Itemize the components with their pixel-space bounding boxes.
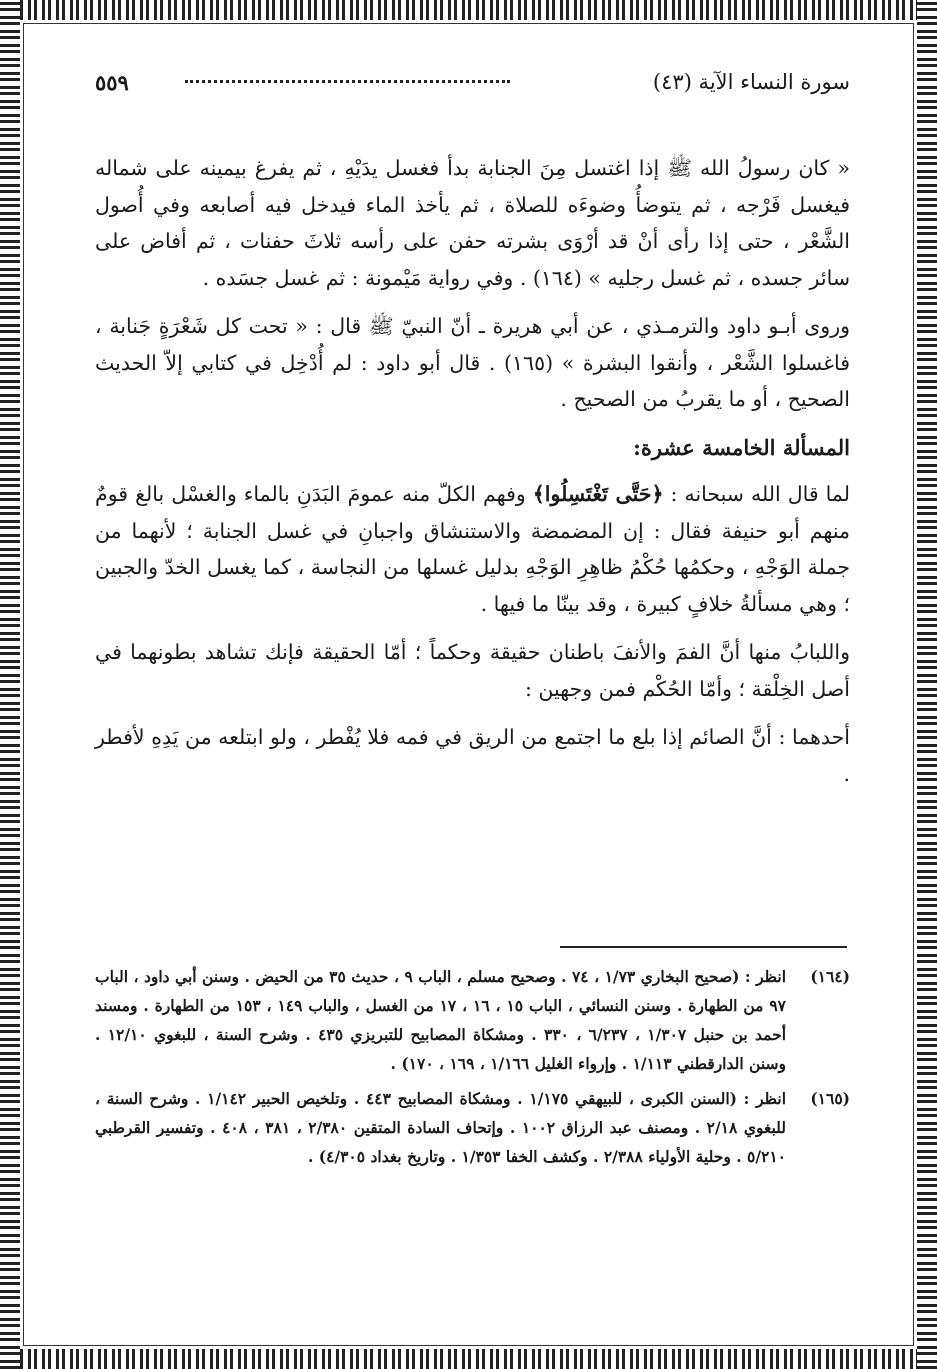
paragraph-hadith-ghusl: « كان رسولُ الله ﷺ إذا اغتسل مِنَ الجنابة بدأ فغسل يدَيْهِ ، ثم يفرغ بيمينه على شماله فيغسل فَرْجه ، ثم يتوضأُ وضوءَه للصلاة ، ثم يأخذ الماء فيدخل فيه أصابعه وفي أُصول الشَّعْر ، حتى إذا رأى أنْ قد أرْوَى بشرته حفن على رأسه ثلاثَ حفنات ، ثم أفاض على سائر جسده ، ثم غسل رجليه » (١٦٤) . وفي رواية مَيْمونة : ثم غسل جسَده . bbox=[95, 156, 850, 290]
footnote-164 bbox=[95, 962, 850, 1078]
quran-verse: ﴿حَتَّى تَغْتَسِلُوا﴾ bbox=[532, 482, 664, 506]
paragraph-lubab: واللبابُ منها أنَّ الفمَ والأنفَ باطنان حقيقة وحكماً ؛ أمّا الحقيقة فإنك تشاهد بطونهما في أصل الخِلْقة ؛ وأمّا الحُكْم فمن وجهين : bbox=[95, 640, 850, 701]
paragraph-madmada-start: لما قال الله سبحانه : bbox=[663, 482, 851, 506]
paragraph-abu-dawud: وروى أبـو داود والترمـذي ، عن أبي هريرة ـ أنّ النبيّ ﷺ قال : « تحت كل شَعْرَةٍ جَنابة ، فاغسلوا الشَّعْر ، وأنقوا البشرة » (١٦٥) . قال أبو داود : لم أُدْخِل في كتابي إلاّ الحديث الصحيح ، أو ما يقربُ من الصحيح . bbox=[95, 314, 850, 411]
paragraph-madmada-rest: وفهم الكلّ منه عمومَ البَدَنِ بالماء والغسْل بالغ قومٌ منهم أبو حنيفة فقال : إن المضمضة والاستنشاق واجبانِ في غسل الجنابة ؛ لأنهما من جملة الوَجْهِ ، وحكمُها حُكْمُ ظاهِرِ الوَجْهِ بدليل غسلها من النجاسة ، كما يغسل الخدّ والجبين ؛ وهي مسألةُ خلافٍ كبيرة ، وقد بينّا ما فيها . bbox=[95, 482, 850, 616]
footnote-text: انظر : (صحيح البخاري ١/٧٣ ، ٧٤ . وصحيح مسلم ، الباب ٩ ، حديث ٣٥ من الحيض . وسنن أبي داود ، الباب ٩٧ من الطهارة . وسنن النسائي ، الباب ١٥ ، ١٦ ، ١٧ من الغسل ، والباب ١٤٩ ، ١٥٣ من الطهارة . ومسند أحمد بن حنبل ١/٣٠٧ ، ٦/٢٣٧ ، ٣٣٠ . ومشكاة المصابيح للتبريزي ٤٣٥ . وشرح السنة ، للبغوي ١٢/١٠ . وسنن الدارقطني ١/١١٣ . وإرواء الغليل ١/١٦٦ ، ١٦٩ ، ١٧٠) . bbox=[95, 967, 787, 1073]
section-heading: المسألة الخامسة عشرة: bbox=[633, 434, 850, 460]
decorative-border-top bbox=[0, 0, 937, 20]
header-dot-leader bbox=[185, 80, 510, 83]
paragraph-first-aspect: أحدهما : أنَّ الصائم إذا بلع ما اجتمع من الريق في فمه فلا يُفْطر ، ولو ابتلعه من يَدِهِ لأفطر . bbox=[95, 725, 850, 786]
footnotes bbox=[95, 962, 850, 1177]
footnote-165 bbox=[95, 1084, 850, 1171]
running-header bbox=[95, 70, 850, 106]
paragraph-madmada bbox=[95, 476, 850, 622]
main-text bbox=[95, 150, 850, 804]
footnote-number: (١٦٤) bbox=[810, 967, 850, 986]
footnote-number: (١٦٥) bbox=[810, 1089, 850, 1108]
decorative-border-right bbox=[917, 0, 937, 1369]
decorative-border-bottom bbox=[0, 1349, 937, 1369]
footnote-separator bbox=[560, 946, 847, 948]
footnote-text: انظر : (السنن الكبرى ، للبيهقي ١/١٧٥ . ومشكاة المصابيح ٤٤٣ . وتلخيص الحبير ١/١٤٢ . وشرح السنة ، للبغوي ٢/١٨ . ومصنف عبد الرزاق ١٠٠٢ . وإتحاف السادة المتقين ٢/٣٨٠ ، ٣٨١ ، ٤٠٨ . وتفسير القرطبي ٥/٢١٠ . وحلية الأولياء ٢/٣٨٨ . وكشف الخفا ١/٣٥٣ . وتاريخ بغداد ٤/٣٠٥) . bbox=[95, 1089, 787, 1166]
decorative-border-left bbox=[0, 0, 20, 1369]
page-number: ٥٥٩ bbox=[95, 70, 129, 95]
header-title: سورة النساء الآية (٤٣) bbox=[652, 70, 850, 94]
